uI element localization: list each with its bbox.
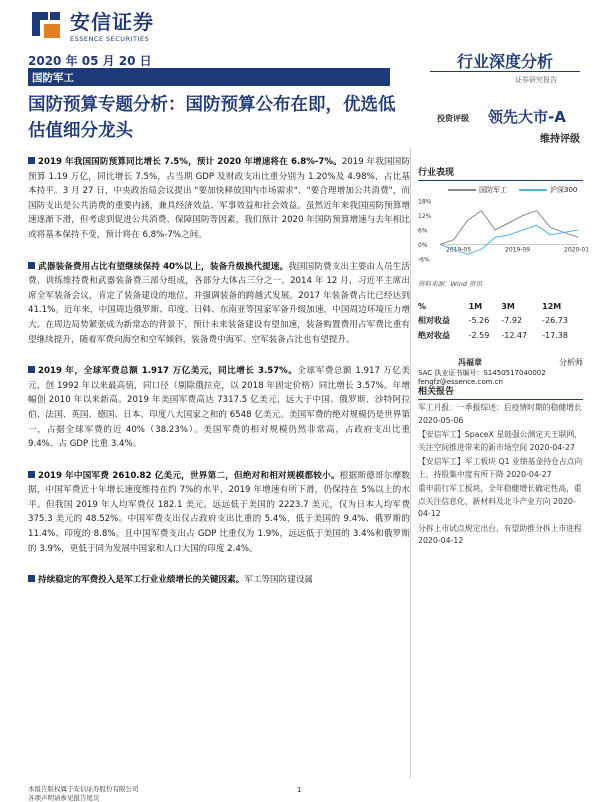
table-header-cell: % bbox=[418, 302, 427, 311]
table-cell: -2.59 bbox=[468, 331, 490, 340]
y-tick-label: 12% bbox=[418, 213, 432, 220]
bullet-icon bbox=[28, 157, 35, 164]
table-row bbox=[418, 313, 583, 328]
legend-label: 国防军工 bbox=[479, 186, 507, 194]
analyst-row bbox=[418, 357, 583, 368]
paragraph bbox=[28, 469, 410, 557]
table-header-cell: 1M bbox=[468, 302, 483, 311]
bullet-icon bbox=[28, 471, 35, 478]
analyst-role: 分析师 bbox=[559, 358, 583, 367]
chart-source: 资料来源：Wind 资讯 bbox=[418, 280, 483, 288]
x-tick-label: 2019-05 bbox=[446, 246, 472, 254]
paragraph-lead: 2019 年中国军费 2610.82 亿美元，世界第二，但绝对和相对规模都较小。 bbox=[38, 470, 340, 481]
rating-action: 维持评级 bbox=[540, 134, 580, 145]
bullet-icon bbox=[28, 366, 35, 373]
brand-logo bbox=[28, 6, 154, 43]
rating-value: 领先大市-A bbox=[488, 108, 566, 126]
footer-line: 本报告版权属于安信证券股份有限公司 bbox=[28, 785, 139, 793]
footer-line: 各项声明请参见报告尾页 bbox=[28, 794, 100, 802]
analyst-cert: SAC 执业证书编号：S1450517040002 bbox=[418, 369, 546, 377]
table-cell: -26.73 bbox=[542, 316, 568, 325]
paragraph bbox=[28, 573, 410, 588]
paragraph-lead: 2019 年，全球军费总额 1.917 万亿美元，同比增长 3.57%。 bbox=[38, 366, 298, 377]
paragraph-lead: 2019 年我国国防预算同比增长 7.5%，预计 2020 年增速将在 6.8%-7%。 bbox=[38, 157, 342, 167]
legend-swatch bbox=[448, 189, 476, 191]
performance-title: 行业表现 bbox=[418, 165, 583, 181]
analyst-name: 冯福章 bbox=[458, 358, 482, 367]
paragraph-body: 2019 年我国国防预算 1.19 万亿，同比增长 7.5%，占当期 GDP 及财政支出比重分别为 1.20%及 4.98%，占比基本持平。3 月 27 日，中央政治局会议提出 "要加快释放国内市场需求"、"要合理增加公共消费"，而国防支出是公共消费的重要内涵，兼具经济效益、军事效益和社会效益。虽然近年来我国国防预算增速逐渐下滑，但考虑到促进公共消费、保障国防等因素，我们预计 2020 年国防预算增速与去年相比或将基本保持不变，预计将在 6.8%-7%之间。 bbox=[28, 157, 410, 240]
column-divider bbox=[410, 148, 411, 778]
table-row bbox=[418, 328, 583, 343]
chart-legend bbox=[418, 185, 583, 195]
legend-swatch bbox=[519, 189, 547, 191]
performance-table bbox=[418, 300, 583, 343]
table-cell: -5.26 bbox=[468, 316, 490, 325]
performance-chart bbox=[418, 195, 590, 273]
report-subtitle: 证券研究报告 bbox=[515, 76, 557, 84]
table-cell: 绝对收益 bbox=[418, 331, 450, 340]
brand-name-en: ESSENCE SECURITIES bbox=[70, 35, 150, 43]
table-cell: -7.92 bbox=[501, 316, 523, 325]
paragraph bbox=[28, 364, 410, 452]
bullet-icon bbox=[28, 575, 35, 582]
y-tick-label: 6% bbox=[418, 227, 428, 235]
table-header-row bbox=[418, 300, 583, 313]
related-title: 相关报告 bbox=[418, 384, 583, 400]
main-body bbox=[28, 155, 410, 605]
related-item[interactable]: 【安信军工】军工板块 Q1 业绩基金持仓占点向上，持股集中度有所下降 2020-04-27 bbox=[418, 457, 583, 479]
table-cell: -12.47 bbox=[501, 331, 528, 340]
report-date: 2020 年 05 月 20 日 bbox=[28, 54, 152, 68]
analyst-block bbox=[418, 357, 583, 386]
x-tick-label: 2019-09 bbox=[505, 246, 531, 254]
rating-label: 投资评级 bbox=[437, 114, 469, 123]
paragraph-body: 军工等国防建设属 bbox=[244, 575, 314, 586]
related-item[interactable]: 重申前行军工板块，全年稳健增长确定性高，重点关注信息化、新材料及北斗产业方向 2020-04-12 bbox=[418, 484, 582, 518]
paragraph-body: 我国国防费支出主要由人员生活费、训练维持费和武器装备费三部分组成，各部分大体占三分之一。2014 年 12 月，习近平主席出席全军装备会议，肯定了装备建设的地位，并强调装备的跨越式发展。2017 年装备费占比已经达到 41.1%。近年来，中国周边俄罗斯、印度、日韩、东南亚等国家军备升级加速，中国周边环境压力增大。在周边局势紧张成为新常态的背景下，预计未来装备建设有望加速，装备购置费用占军费比重有望继续提升，随着军费向海空和空军倾斜，装备费中海军、空军装备占比也有望提升。 bbox=[28, 261, 410, 345]
table-header-cell: 12M bbox=[542, 302, 562, 311]
footer bbox=[28, 784, 139, 802]
paragraph-lead: 武器装备费用占比有望继续保持 40%以上，装备升级换代提速。 bbox=[38, 261, 289, 272]
paragraph-lead: 持续稳定的军费投入是军工行业业绩增长的关键因素。 bbox=[38, 575, 245, 586]
table-cell: 相对收益 bbox=[418, 316, 450, 325]
sector-bar: 国防军工 bbox=[28, 68, 390, 86]
brand-name-cn: 安信证券 bbox=[70, 10, 154, 34]
series-line-0 bbox=[440, 211, 578, 245]
related-item[interactable]: 军工月报：一季报综述：后疫情时期的稳健增长 2020-05-06 bbox=[418, 403, 582, 425]
y-tick-label: -6% bbox=[418, 256, 430, 264]
page-title: 国防预算专题分析：国防预算公布在即，优选低估值细分龙头 bbox=[28, 95, 396, 141]
x-tick-label: 2020-01 bbox=[564, 246, 590, 254]
y-tick-label: 0% bbox=[418, 242, 428, 249]
paragraph-body: 全球军费总额 1.917 万亿美元，创 1992 年以来最高值，同口径（剔除俄拉克，以 2018 年固定价格）同比增长 3.57%。年增幅创 2010 年以来新高。2019 年美国军费高达 7317.5 亿美元，远大于中国、俄罗斯、沙特阿拉伯、法国、英国、德国、日本、印度八大国家之和的 6548 亿美元。美国军费的绝对规模仍是世界第一，占据全球军费的近 40%（38.23%）。美国军费的相对规模仍然非常高，占政府支出比重 9.4%、占 GDP 比重 3.4%。 bbox=[28, 366, 410, 450]
sidebar bbox=[418, 165, 590, 386]
paragraph bbox=[28, 260, 410, 348]
divider bbox=[430, 71, 580, 72]
analyst-email[interactable]: fengfz@essence.com.cn bbox=[418, 378, 503, 386]
table-header-cell: 3M bbox=[501, 302, 515, 311]
legend-label: 沪深300 bbox=[550, 186, 578, 194]
y-tick-label: 18% bbox=[418, 198, 432, 206]
related-reports bbox=[418, 402, 583, 550]
table-cell: -17.38 bbox=[542, 331, 568, 340]
report-type: 行业深度分析 bbox=[456, 52, 553, 71]
logo-icon bbox=[28, 8, 64, 42]
related-item[interactable]: 分拆上市试点规定出台，有望助推分拆上市进程 2020-04-12 bbox=[418, 523, 582, 545]
page-number: 1 bbox=[297, 786, 302, 794]
paragraph-body: 根据斯德哥尔摩数据，中国军费近十年增长速度维持在约 7%的水平，2019 年增速有所下滑，仍保持在 5%以上的水平。但我国 2019 年人均军费仅 182.1 美元，远远低于美国的 2223.7 美元，仅为日本人均军费 375.3 美元的 48.52%。中国军费支出仅占政府支出比重的 5.4%，低于美国的 9.4%、俄罗斯的 11.4%、印度的 8.8%。且中国军费支出占 GDP 比重仅为 1.9%，远远低于美国的 3.4%和俄罗斯的 3.9%，更低于同为发展中国家和人口大国的印度 2.4%。 bbox=[28, 470, 410, 554]
bullet-icon bbox=[28, 262, 35, 269]
related-item[interactable]: 【安信军工】SpaceX 星链强公测定天王联网，关注空间推进带来的新市场空间 2020-04-27 bbox=[418, 430, 583, 452]
paragraph bbox=[28, 155, 410, 243]
